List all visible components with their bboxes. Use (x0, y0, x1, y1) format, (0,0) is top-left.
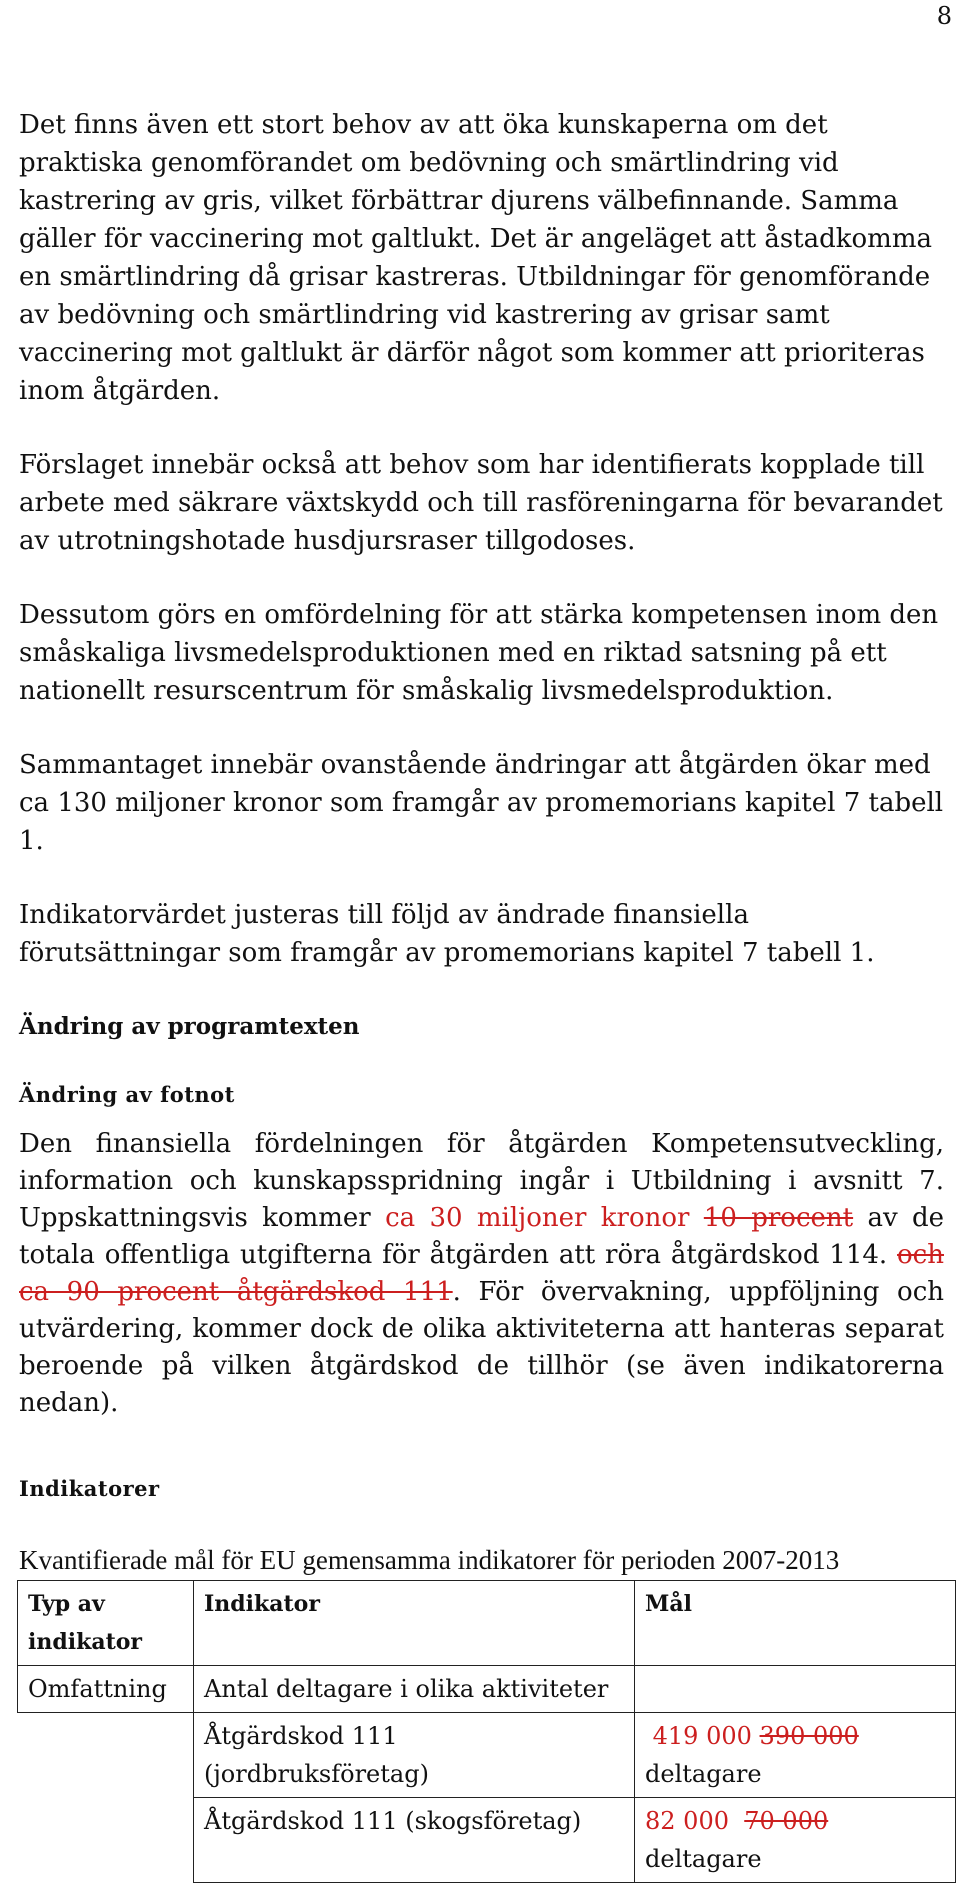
table-caption: Kvantifierade mål för EU gemensamma indikatorer för perioden 2007-2013 (19, 1545, 840, 1575)
indicator-cell: Åtgärdskod 111 (skogsföretag) (194, 1798, 635, 1883)
empty-cell (18, 1713, 194, 1798)
header-type: Typ av indikator (18, 1581, 194, 1666)
goal-cell (635, 1713, 956, 1798)
footnote-paragraph (19, 1126, 944, 1422)
unit: deltagare (645, 1760, 762, 1788)
paragraph-castration: Det finns även ett stort behov av att öka kunskaperna om det praktiska genomförandet om bedövning och smärtlindring vid kastrering av gris, vilket förbättrar djurens välbefinnande. Samma gäller för vaccinering mot galtlukt. Det är angeläget att åstadkomma en smärtlindring då grisar kastreras. Utbildningar för genomförande av bedövning och smärtlindring vid kastrering av grisar samt vaccinering mot galtlukt är därför något som kommer att prioriteras inom åtgärden. (19, 110, 932, 406)
inserted-text: ca 30 miljoner kronor (385, 1203, 690, 1233)
heading-program-text: Ändring av programtexten (19, 1013, 360, 1040)
paragraph-summary: Sammantaget innebär ovanstående ändringar att åtgärden ökar med ca 130 miljoner kronor som framgår av promemorians kapitel 7 tabell 1. (19, 750, 944, 856)
indicator-cell: Åtgärdskod 111 (jordbruksföretag) (194, 1713, 635, 1798)
old-value: 390 000 (759, 1722, 859, 1750)
subheading-indicators: Indikatorer (19, 1476, 160, 1501)
header-goal: Mål (635, 1581, 956, 1666)
footnote-text-3: . För övervakning, uppföljning och utvärdering, kommer dock de olika aktiviteterna att hanteras separat beroende på vilken åtgärdskod de tillhör (se även indikatorerna nedan). (19, 1277, 945, 1418)
paragraph-redistribution: Dessutom görs en omfördelning för att stärka kompetensen inom den småskaliga livsmedelsproduktionen med en riktad satsning på ett nationellt resurscentrum för småskalig livsmedelsproduktion. (19, 600, 939, 706)
deleted-text: och ca 90 procent åtgärdskod 111 (19, 1240, 944, 1307)
header-indicator: Indikator (194, 1581, 635, 1666)
type-cell: Omfattning (18, 1666, 194, 1713)
table-row (18, 1798, 956, 1883)
old-value: 70 000 (744, 1807, 829, 1835)
paragraph-indicator-value: Indikatorvärdet justeras till följd av ändrade finansiella förutsättningar som framgår av promemorians kapitel 7 tabell 1. (19, 900, 875, 968)
table-row (18, 1713, 956, 1798)
new-value: 419 000 (652, 1722, 752, 1750)
footnote-text-1: Den finansiella fördelningen för åtgärden Kompetensutveckling, information och kunskapsspridning ingår i Utbildning i avsnitt 7. Uppskattningsvis kommer (19, 1129, 944, 1233)
table-row (18, 1666, 956, 1713)
group-label-cell: Antal deltagare i olika aktiviteter (194, 1666, 635, 1713)
deleted-text: 10 procent (703, 1203, 854, 1233)
indicators-table (17, 1580, 956, 1883)
unit: deltagare (645, 1845, 762, 1873)
empty-cell (18, 1798, 194, 1883)
new-value: 82 000 (645, 1807, 729, 1835)
goal-cell (635, 1798, 956, 1883)
empty-cell (635, 1666, 956, 1713)
table-header-row (18, 1581, 956, 1666)
subheading-footnote: Ändring av fotnot (19, 1082, 235, 1107)
document-body (19, 106, 944, 1883)
page-number: 8 (936, 2, 952, 30)
footnote-text-2: av de totala offentliga utgifterna för åtgärden att röra åtgärdskod 114. (19, 1203, 945, 1270)
paragraph-proposal: Förslaget innebär också att behov som har identifierats kopplade till arbete med säkrare växtskydd och till rasföreningarna för bevarandet av utrotningshotade husdjursraser tillgodoses. (19, 450, 943, 556)
